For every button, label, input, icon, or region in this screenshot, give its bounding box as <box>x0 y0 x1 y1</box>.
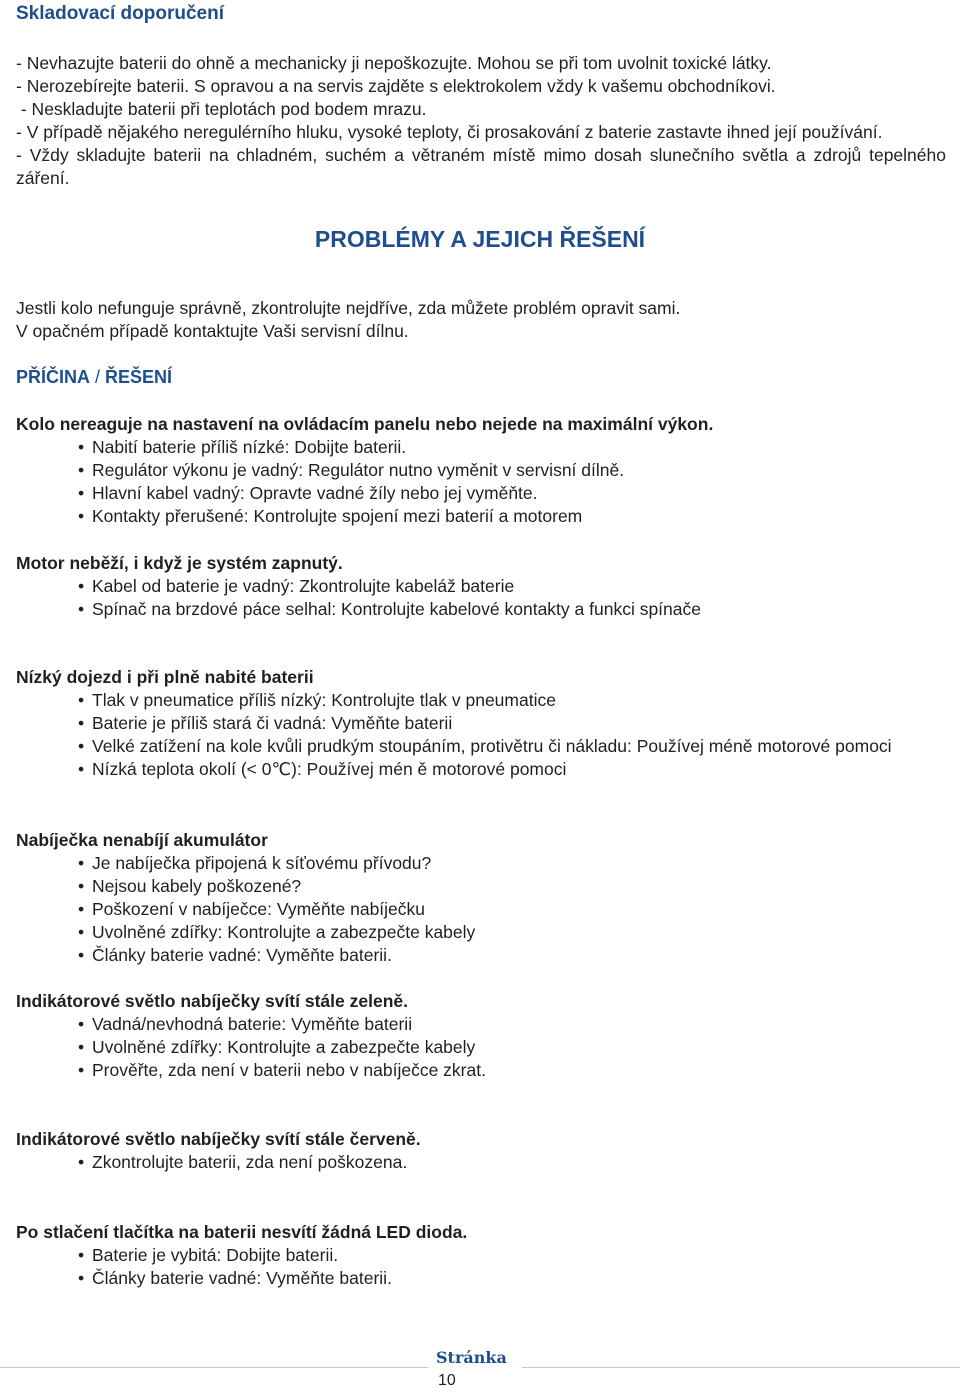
problem-title: Nabíječka nenabíjí akumulátor <box>16 830 268 850</box>
list-item <box>16 1267 946 1290</box>
list-item-text: Nejsou kabely poškozené? <box>92 876 302 896</box>
bullet-icon: • <box>78 922 85 942</box>
list-item-text: Uvolněné zdířky: Kontrolujte a zabezpečte kabely <box>92 922 476 942</box>
bullet-icon: • <box>78 1037 85 1057</box>
problem-section <box>16 413 946 528</box>
list-item <box>16 898 946 921</box>
solution-list <box>16 689 946 781</box>
list-item <box>16 1013 946 1036</box>
bullet-icon: • <box>78 1152 85 1172</box>
bullet-icon: • <box>78 599 85 619</box>
list-item-text: Tlak v pneumatice příliš nízký: Kontrolujte tlak v pneumatice <box>92 690 556 710</box>
cause-label: PŘÍČINA <box>16 367 91 387</box>
solution-list <box>16 852 946 967</box>
list-item-text: Zkontrolujte baterii, zda není poškozena. <box>92 1152 408 1172</box>
list-item <box>16 459 946 482</box>
problems-intro <box>16 297 946 343</box>
list-item <box>16 1151 946 1174</box>
list-item <box>16 921 946 944</box>
list-item-text: Baterie je vybitá: Dobijte baterii. <box>92 1245 339 1265</box>
bullet-icon: • <box>78 506 85 526</box>
problem-title: Nízký dojezd i při plně nabité baterii <box>16 667 314 687</box>
bullet-icon: • <box>78 853 85 873</box>
list-item-text: Uvolněné zdířky: Kontrolujte a zabezpečte kabely <box>92 1037 476 1057</box>
problem-section <box>16 552 946 621</box>
storage-heading: Skladovací doporučení <box>16 3 224 24</box>
footer-rule-left <box>0 1367 428 1368</box>
list-item-text: Vadná/nevhodná baterie: Vyměňte baterii <box>92 1014 413 1034</box>
list-item-text: Spínač na brzdové páce selhal: Kontrolujte kabelové kontakty a funkci spínače <box>92 599 701 619</box>
problem-section <box>16 1128 946 1174</box>
intro-line: V opačném případě kontaktujte Vaši servisní dílnu. <box>16 321 409 341</box>
solution-list <box>16 436 946 528</box>
problem-section <box>16 666 946 781</box>
footer-rule-right <box>522 1367 960 1368</box>
storage-line: - Vždy skladujte baterii na chladném, suchém a větraném místě mimo dosah slunečního světla a zdrojů tepelného záření. <box>16 145 946 188</box>
solution-list <box>16 1244 946 1290</box>
list-item <box>16 482 946 505</box>
footer-page-number: 10 <box>438 1372 456 1389</box>
problem-title: Po stlačení tlačítka na baterii nesvítí žádná LED dioda. <box>16 1222 468 1242</box>
list-item-text: Prověřte, zda není v baterii nebo v nabíječce zkrat. <box>92 1060 486 1080</box>
list-item <box>16 1244 946 1267</box>
list-item-text: Je nabíječka připojená k síťovému přívodu? <box>92 853 432 873</box>
list-item-text: Regulátor výkonu je vadný: Regulátor nutno vyměnit v servisní dílně. <box>92 460 625 480</box>
list-item <box>16 735 946 758</box>
list-item-text: Baterie je příliš stará či vadná: Vyměňte baterii <box>92 713 453 733</box>
storage-line: - Nevhazujte baterii do ohně a mechanicky ji nepoškozujte. Mohou se při tom uvolnit toxické látky. <box>16 53 772 73</box>
list-item-text: Články baterie vadné: Vyměňte baterii. <box>92 1268 392 1288</box>
cause-solution-label <box>16 366 172 389</box>
problem-section <box>16 990 946 1082</box>
solution-list <box>16 1013 946 1082</box>
bullet-icon: • <box>78 460 85 480</box>
problems-title: PROBLÉMY A JEJICH ŘEŠENÍ <box>314 226 646 252</box>
list-item <box>16 1059 946 1082</box>
bullet-icon: • <box>78 876 85 896</box>
list-item <box>16 505 946 528</box>
storage-line: - V případě nějakého neregulérního hluku, vysoké teploty, či prosakování z baterie zastavte ihned její používání. <box>16 122 883 142</box>
bullet-icon: • <box>78 1245 85 1265</box>
list-item <box>16 689 946 712</box>
bullet-icon: • <box>78 576 85 596</box>
bullet-icon: • <box>78 759 85 779</box>
list-item-text: Kontakty přerušené: Kontrolujte spojení mezi baterií a motorem <box>92 506 583 526</box>
footer-page-label: Stránka <box>436 1348 507 1367</box>
label-separator: / <box>90 367 106 387</box>
list-item-text: Poškození v nabíječce: Vyměňte nabíječku <box>92 899 426 919</box>
storage-line: - Neskladujte baterii při teplotách pod bodem mrazu. <box>16 99 427 119</box>
bullet-icon: • <box>78 437 85 457</box>
bullet-icon: • <box>78 1014 85 1034</box>
list-item <box>16 852 946 875</box>
list-item <box>16 758 946 781</box>
problem-section <box>16 1221 946 1290</box>
bullet-icon: • <box>78 736 85 756</box>
bullet-icon: • <box>78 1268 85 1288</box>
bullet-icon: • <box>78 899 85 919</box>
problem-title: Indikátorové světlo nabíječky svítí stále červeně. <box>16 1129 421 1149</box>
bullet-icon: • <box>78 483 85 503</box>
list-item-text: Články baterie vadné: Vyměňte baterii. <box>92 945 392 965</box>
list-item-text: Nabití baterie příliš nízké: Dobijte baterii. <box>92 437 407 457</box>
bullet-icon: • <box>78 1060 85 1080</box>
list-item <box>16 712 946 735</box>
list-item-text: Kabel od baterie je vadný: Zkontrolujte kabeláž baterie <box>92 576 515 596</box>
problem-title: Motor neběží, i když je systém zapnutý. <box>16 553 343 573</box>
list-item-text: Hlavní kabel vadný: Opravte vadné žíly nebo jej vyměňte. <box>92 483 538 503</box>
intro-line: Jestli kolo nefunguje správně, zkontrolujte nejdříve, zda můžete problém opravit sami. <box>16 298 681 318</box>
list-item <box>16 598 946 621</box>
problem-section <box>16 829 946 967</box>
list-item-text: Velké zatížení na kole kvůli prudkým stoupáním, protivětru či nákladu: Používej méně motorové pomoci <box>92 736 892 756</box>
problem-title: Kolo nereaguje na nastavení na ovládacím panelu nebo nejede na maximální výkon. <box>16 414 714 434</box>
bullet-icon: • <box>78 945 85 965</box>
problem-title: Indikátorové světlo nabíječky svítí stále zeleně. <box>16 991 408 1011</box>
bullet-icon: • <box>78 690 85 710</box>
list-item <box>16 575 946 598</box>
list-item <box>16 875 946 898</box>
list-item <box>16 1036 946 1059</box>
solution-label: ŘEŠENÍ <box>105 367 173 387</box>
solution-list <box>16 1151 946 1174</box>
storage-line: - Nerozebírejte baterii. S opravou a na servis zajděte s elektrokolem vždy k vašemu obchodníkovi. <box>16 76 776 96</box>
storage-recommendations <box>16 52 946 190</box>
solution-list <box>16 575 946 621</box>
list-item <box>16 944 946 967</box>
list-item-text: Nízká teplota okolí (< 0℃): Používej mén ě motorové pomoci <box>92 759 567 779</box>
list-item <box>16 436 946 459</box>
bullet-icon: • <box>78 713 85 733</box>
